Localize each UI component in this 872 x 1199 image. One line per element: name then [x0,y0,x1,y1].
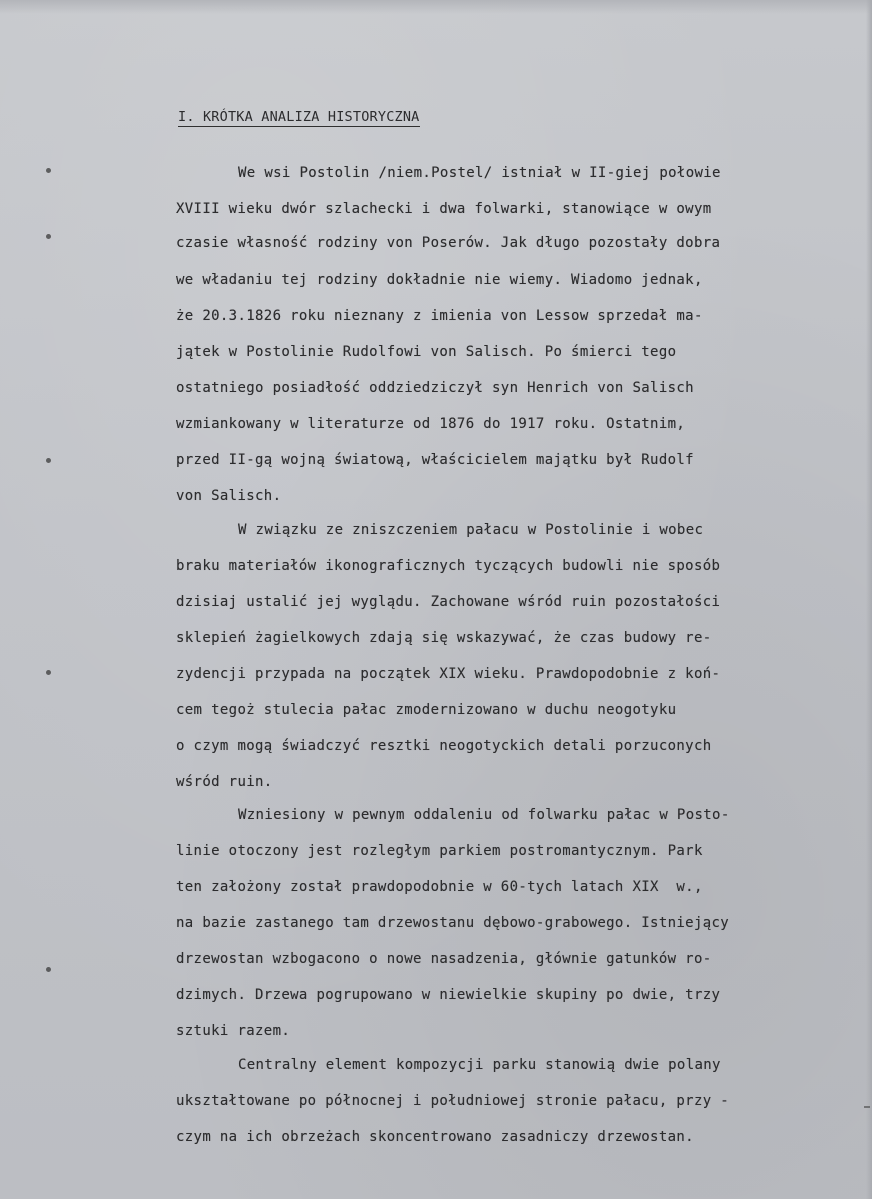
text-line: dzimych. Drzewa pogrupowano w niewielkie skupiny po dwie, trzy [176,987,721,1003]
paper-right-edge [866,0,872,1199]
text-line: wzmiankowany w literaturze od 1876 do 1917 roku. Ostatnim, [176,416,686,432]
margin-dash-mark [864,1106,870,1108]
text-line: von Salisch. [176,488,282,504]
paper-top-edge [0,0,872,14]
binding-hole-mark [46,670,51,675]
binding-hole-mark [46,168,51,173]
binding-hole-mark [46,234,51,239]
text-line: XVIII wieku dwór szlachecki i dwa folwarki, stanowiące w owym [176,201,712,217]
text-line: czym na ich obrzeżach skoncentrowano zasadniczy drzewostan. [176,1129,694,1145]
text-line: Wzniesiony w pewnym oddaleniu od folwarku pałac w Posto- [238,807,730,823]
text-line: dzisiaj ustalić jej wyglądu. Zachowane wśród ruin pozostałości [176,594,721,610]
text-line: drzewostan wzbogacono o nowe nasadzenia, głównie gatunków ro- [176,951,712,967]
text-line: Centralny element kompozycji parku stanowią dwie polany [238,1057,721,1073]
text-line: cem tegoż stulecia pałac zmodernizowano w duchu neogotyku [176,702,677,718]
text-line: We wsi Postolin /niem.Postel/ istniał w II-giej połowie [238,165,721,181]
text-line: linie otoczony jest rozległym parkiem postromantycznym. Park [176,843,703,859]
text-line: braku materiałów ikonograficznych tyczących budowli nie sposób [176,558,721,574]
text-line: we władaniu tej rodziny dokładnie nie wiemy. Wiadomo jednak, [176,272,703,288]
text-line: ten założony został prawdopodobnie w 60-tych latach XIX w., [176,879,703,895]
text-line: zydencji przypada na początek XIX wieku. Prawdopodobnie z koń- [176,666,721,682]
binding-hole-mark [46,458,51,463]
text-line: jątek w Postolinie Rudolfowi von Salisch. Po śmierci tego [176,344,677,360]
text-line: ukształtowane po północnej i południowej stronie pałacu, przy - [176,1093,730,1109]
text-line: że 20.3.1826 roku nieznany z imienia von Lessow sprzedał ma- [176,308,703,324]
text-line: na bazie zastanego tam drzewostanu dębowo-grabowego. Istniejący [176,915,730,931]
document-heading: I. KRÓTKA ANALIZA HISTORYCZNA [178,109,420,125]
text-line: o czym mogą świadczyć resztki neogotyckich detali porzuconych [176,738,712,754]
text-line: W związku ze zniszczeniem pałacu w Postolinie i wobec [238,522,704,538]
text-line: przed II-gą wojną światową, właścicielem majątku był Rudolf [176,452,694,468]
binding-hole-mark [46,967,51,972]
text-line: wśród ruin. [176,774,273,790]
text-line: sklepień żagielkowych zdają się wskazywać, że czas budowy re- [176,630,712,646]
text-line: czasie własność rodziny von Poserów. Jak długo pozostały dobra [176,235,721,251]
text-line: sztuki razem. [176,1023,291,1039]
text-line: ostatniego posiadłość oddziedziczył syn Henrich von Salisch [176,380,694,396]
